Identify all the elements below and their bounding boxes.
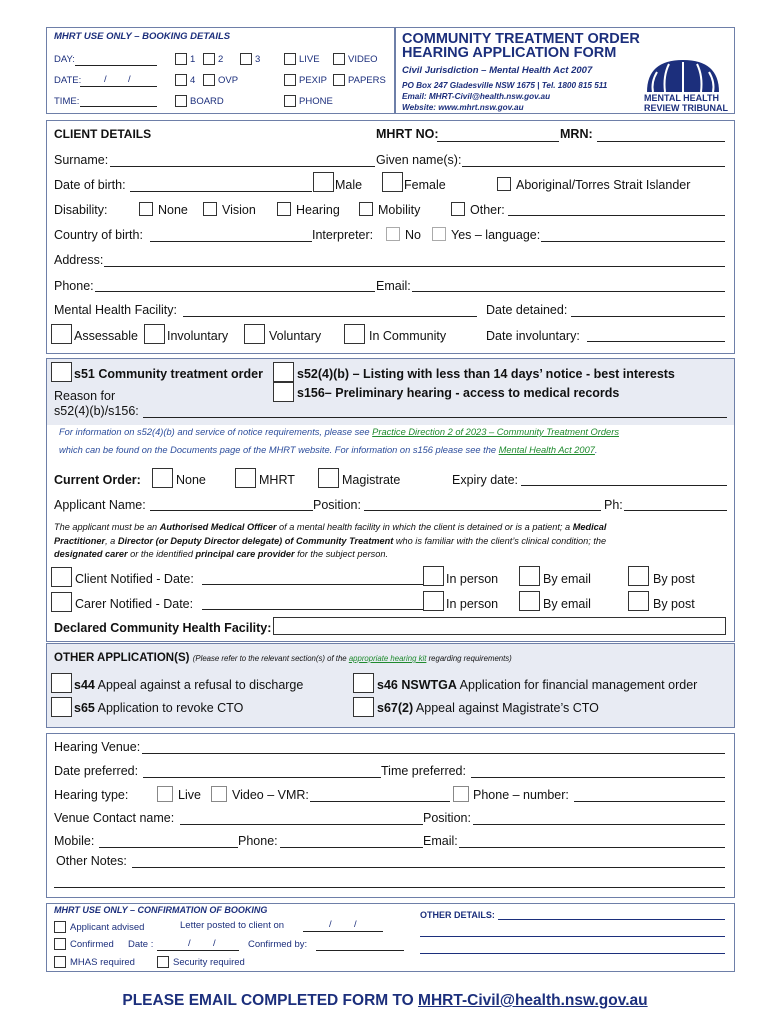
mhrt-no-field[interactable] [437,141,559,142]
form-title-line2: HEARING APPLICATION FORM [402,45,617,61]
other-heading-text: OTHER APPLICATION(S) [54,652,190,664]
applicant-name-field[interactable] [150,510,313,511]
letter-posted-label: Letter posted to client on [180,920,285,931]
option-2-checkbox[interactable] [203,53,215,65]
hearing-venue-field[interactable] [142,753,725,754]
current-order-magistrate-label: Magistrate [342,473,401,487]
day-label: DAY: [54,54,75,65]
mobile-field[interactable] [99,847,238,848]
day-field[interactable] [75,65,157,66]
video-label: VIDEO [348,54,378,65]
s46-checkbox[interactable] [353,673,374,693]
video-checkbox[interactable] [333,53,345,65]
s65-label [74,701,243,715]
option-4-checkbox[interactable] [175,74,187,86]
s51-checkbox[interactable] [51,362,72,382]
option-3-checkbox[interactable] [240,53,252,65]
male-checkbox[interactable] [313,172,334,192]
ovp-label: OVP [218,75,239,86]
phone-checkbox[interactable] [284,95,296,107]
confirmed-label: Confirmed [70,939,114,950]
mobility-checkbox[interactable] [359,202,373,216]
current-order-mhrt-checkbox[interactable] [235,468,256,488]
date-sep: / [104,74,107,85]
logo-text-line2: REVIEW TRIBUNAL [644,103,728,113]
ovp-checkbox[interactable] [203,74,215,86]
security-required-label: Security required [173,957,245,968]
disability-none-label: None [158,203,188,217]
carer-by-email-label: By email [543,597,591,611]
vision-label: Vision [222,203,256,217]
position-label: Position: [313,498,361,512]
disability-label: Disability: [54,203,108,217]
contact-website: Website: www.mhrt.nsw.gov.au [402,103,524,112]
confirmed-by-label: Confirmed by: [248,939,308,950]
other-disability-checkbox[interactable] [451,202,465,216]
s46-text: Application for financial management order [456,678,698,692]
voluntary-checkbox[interactable] [244,324,265,344]
client-by-post-checkbox[interactable] [628,566,649,586]
other-details-field[interactable] [498,919,725,920]
carer-notified-label: Carer Notified - Date: [75,597,194,611]
applicant-requirements-line3 [54,549,388,559]
hearing-label: Hearing [296,203,340,217]
mrn-field[interactable] [597,141,725,142]
vision-checkbox[interactable] [203,202,217,216]
involuntary-checkbox[interactable] [144,324,165,344]
other-notes-field[interactable] [132,867,725,868]
carer-by-email-checkbox[interactable] [519,591,540,611]
hearing-live-label: Live [178,788,201,802]
mrn-label: MRN: [560,127,593,141]
jurisdiction: Civil Jurisdiction – Mental Health Act 2007 [402,65,593,76]
para-text: of a mental health facility in which the client is detained or is a patient; a [276,522,573,532]
interpreter-yes-label: Yes – language: [451,228,541,242]
venue-position-label: Position: [423,811,471,825]
hearing-live-checkbox[interactable] [157,786,173,802]
date-sep: / [128,74,131,85]
client-in-person-label: In person [446,572,499,586]
date-preferred-label: Date preferred: [54,764,139,778]
papers-checkbox[interactable] [333,74,345,86]
para-text: who is familiar with the client’s clinical condition; the [393,536,607,546]
client-by-post-label: By post [653,572,695,586]
declared-facility-field[interactable] [273,617,726,635]
letter-date-sep: / [329,919,332,930]
venue-phone-field[interactable] [280,847,423,848]
s44-label [74,678,303,692]
date-preferred-field[interactable] [143,777,381,778]
current-order-magistrate-checkbox[interactable] [318,468,339,488]
reason-label-line1: Reason for [54,389,116,403]
option-4-label: 4 [190,75,196,86]
info-text-2: which can be found on the Documents page of the MHRT website. For information on s156 please see the [59,445,499,455]
venue-phone-label: Phone: [238,834,278,848]
other-disability-label: Other: [470,203,505,217]
ph-label: Ph: [604,498,623,512]
mobile-label: Mobile: [54,834,95,848]
other-applications-heading [54,650,512,664]
booking-use-only-label: MHRT USE ONLY – BOOKING DETAILS [54,31,231,42]
country-label: Country of birth: [54,228,143,242]
live-label: LIVE [299,54,320,65]
s156-label: s156– Preliminary hearing - access to medical records [297,386,620,400]
s67-checkbox[interactable] [353,697,374,717]
atsi-label: Aboriginal/Torres Strait Islander [516,178,691,192]
option-3-label: 3 [255,54,261,65]
in-community-label: In Community [369,329,447,343]
applicant-advised-checkbox[interactable] [54,921,66,933]
letter-date-sep: / [354,919,357,930]
hearing-kit-link[interactable]: appropriate hearing kit [348,654,427,663]
date-label: DATE: [54,75,82,86]
venue-position-field[interactable] [473,824,725,825]
interpreter-label: Interpreter: [312,228,374,242]
papers-label: PAPERS [348,75,386,86]
in-community-checkbox[interactable] [344,324,365,344]
voluntary-label: Voluntary [269,329,322,343]
video-vmr-field[interactable] [310,801,450,802]
po-box: PO Box 247 Gladesville NSW 1675 | Tel. 1800 815 511 [402,81,608,90]
s67-label [377,701,599,715]
venue-contact-label: Venue Contact name: [54,811,175,825]
booking-date-field[interactable] [80,86,157,87]
s44-code: s44 [74,678,95,692]
client-by-email-label: By email [543,572,591,586]
time-field[interactable] [80,106,157,107]
interpreter-no-checkbox[interactable] [386,227,400,241]
current-order-none-label: None [176,473,206,487]
address-field[interactable] [104,266,725,267]
time-preferred-field[interactable] [471,777,725,778]
expiry-date-label: Expiry date: [452,473,519,487]
confirmation-heading: MHRT USE ONLY – CONFIRMATION OF BOOKING [54,905,268,915]
para-bold: Authorised Medical Officer [159,522,277,532]
s156-checkbox[interactable] [273,382,294,402]
other-details-label: OTHER DETAILS: [420,910,495,920]
dob-field[interactable] [130,191,312,192]
s67-code: s67(2) [377,701,414,715]
time-label: TIME: [54,96,80,107]
other-notes-field-line2[interactable] [54,887,725,888]
expiry-date-field[interactable] [521,485,727,486]
mhas-required-checkbox[interactable] [54,956,66,968]
confirmed-date-sep: / [188,938,191,949]
phone-label: PHONE [299,96,333,107]
letter-posted-date-field[interactable] [303,931,383,932]
info-text-line1 [59,427,619,437]
client-in-person-checkbox[interactable] [423,566,444,586]
hearing-video-checkbox[interactable] [211,786,227,802]
hearing-venue-label: Hearing Venue: [54,740,141,754]
phone-label: Phone: [54,279,94,293]
s52-checkbox[interactable] [273,362,294,382]
given-name-field[interactable] [462,166,725,167]
date-detained-label: Date detained: [486,303,568,317]
hearing-phone-checkbox[interactable] [453,786,469,802]
pexip-checkbox[interactable] [284,74,296,86]
s52-label: s52(4)(b) – Listing with less than 14 days’ notice - best interests [297,367,675,381]
venue-email-label: Email: [423,834,458,848]
facility-label: Mental Health Facility: [54,303,177,317]
confirmed-date-sep: / [213,938,216,949]
para-text: for the subject person. [294,549,389,559]
carer-by-post-label: By post [653,597,695,611]
client-details-heading: CLIENT DETAILS [54,127,152,141]
s65-code: s65 [74,701,95,715]
mhrt-no-label: MHRT NO: [376,127,439,141]
date-involuntary-field[interactable] [587,341,725,342]
carer-notified-checkbox[interactable] [51,592,72,612]
footer-text: PLEASE EMAIL COMPLETED FORM TO [122,992,419,1009]
current-order-none-checkbox[interactable] [152,468,173,488]
footer-instruction [0,992,770,1010]
confirmed-by-field[interactable] [316,950,404,951]
confirmed-checkbox[interactable] [54,938,66,950]
time-preferred-label: Time preferred: [381,764,466,778]
client-email-field[interactable] [412,291,725,292]
s46-label [377,678,697,692]
applicant-requirements-line1 [54,522,606,532]
other-details-field-line3[interactable] [420,953,725,954]
para-text: The applicant must be an [54,522,160,532]
client-notified-date-field[interactable] [202,584,423,585]
para-bold: principal care provider [195,549,295,559]
applicant-ph-field[interactable] [624,510,727,511]
board-checkbox[interactable] [175,95,187,107]
hearing-video-label: Video – VMR: [232,788,309,802]
logo-text-line1: MENTAL HEALTH [644,93,719,103]
other-notes-label: Other Notes: [56,854,127,868]
atsi-checkbox[interactable] [497,177,511,191]
para-bold: Director (or Deputy Director delegate) of Community Treatment [117,536,394,546]
other-note-end: regarding requirements) [426,654,512,663]
option-2-label: 2 [218,54,224,65]
info-text-end: . [594,445,598,455]
current-order-label: Current Order: [54,473,141,487]
s46-code: s46 NSWTGA [377,678,457,692]
female-checkbox[interactable] [382,172,403,192]
given-name-label: Given name(s): [376,153,462,167]
s44-checkbox[interactable] [51,673,72,693]
reason-label-line2: s52(4)(b)/s156: [54,404,139,418]
option-1-label: 1 [190,54,196,65]
carer-notified-date-field[interactable] [202,609,423,610]
info-text-line2 [59,445,598,455]
female-label: Female [404,178,446,192]
assessable-checkbox[interactable] [51,324,72,344]
male-label: Male [335,178,363,192]
venue-contact-field[interactable] [180,824,423,825]
confirmed-date-field[interactable] [157,950,239,951]
applicant-name-label: Applicant Name: [54,498,146,512]
interpreter-no-label: No [405,228,421,242]
carer-in-person-label: In person [446,597,499,611]
para-text: , a [105,536,118,546]
s67-text: Appeal against Magistrate’s CTO [413,701,599,715]
client-notified-label: Client Notified - Date: [75,572,194,586]
practice-direction-link[interactable]: Practice Direction 2 of 2023 – Community Treatment Orders [372,427,619,437]
email-label: Email: [376,279,411,293]
info-text-1: For information on s52(4)(b) and service of notice requirements, please see [59,427,373,437]
assessable-label: Assessable [74,329,138,343]
live-checkbox[interactable] [284,53,296,65]
dob-label: Date of birth: [54,178,126,192]
para-text: or the identified [127,549,196,559]
hearing-phone-label: Phone – number: [473,788,569,802]
other-disability-field[interactable] [508,215,725,216]
client-phone-field[interactable] [95,291,375,292]
client-notified-checkbox[interactable] [51,567,72,587]
applicant-advised-label: Applicant advised [70,922,145,933]
para-bold: Practitioner [54,536,106,546]
hearing-checkbox[interactable] [277,202,291,216]
contact-email: Email: MHRT-Civil@health.nsw.gov.au [402,92,551,101]
tribunal-logo-icon [645,58,721,94]
applicant-position-field[interactable] [364,510,601,511]
phone-number-field[interactable] [574,801,725,802]
language-field[interactable] [541,241,725,242]
option-1-checkbox[interactable] [175,53,187,65]
para-bold: Medical [572,522,607,532]
facility-field[interactable] [183,316,477,317]
carer-by-post-checkbox[interactable] [628,591,649,611]
applicant-requirements-line2 [54,536,606,546]
mental-health-act-link[interactable]: Mental Health Act 2007 [498,445,595,455]
mhas-required-label: MHAS required [70,957,135,968]
footer-email-link[interactable]: MHRT-Civil@health.nsw.gov.au [418,992,648,1009]
mobility-label: Mobility [378,203,421,217]
address-label: Address: [54,253,104,267]
para-bold: designated carer [54,549,128,559]
form-title-line1: COMMUNITY TREATMENT ORDER [402,31,640,47]
country-field[interactable] [150,241,312,242]
s51-label: s51 Community treatment order [74,367,263,381]
security-required-checkbox[interactable] [157,956,169,968]
surname-field[interactable] [110,166,375,167]
confirmed-date-label: Date : [128,939,154,950]
reason-field[interactable] [143,417,727,418]
involuntary-label: Involuntary [167,329,229,343]
declared-facility-label: Declared Community Health Facility: [54,621,272,635]
surname-label: Surname: [54,153,109,167]
s65-text: Application to revoke CTO [94,701,244,715]
date-detained-field[interactable] [571,316,725,317]
venue-email-field[interactable] [459,847,725,848]
current-order-mhrt-label: MHRT [259,473,295,487]
disability-none-checkbox[interactable] [139,202,153,216]
s65-checkbox[interactable] [51,697,72,717]
s44-text: Appeal against a refusal to discharge [94,678,304,692]
carer-in-person-checkbox[interactable] [423,591,444,611]
client-by-email-checkbox[interactable] [519,566,540,586]
hearing-type-label: Hearing type: [54,788,129,802]
pexip-label: PEXIP [299,75,327,86]
other-details-field-line2[interactable] [420,936,725,937]
other-note-text: (Please refer to the relevant section(s) of the [192,654,349,663]
board-label: BOARD [190,96,224,107]
interpreter-yes-checkbox[interactable] [432,227,446,241]
date-involuntary-label: Date involuntary: [486,329,580,343]
